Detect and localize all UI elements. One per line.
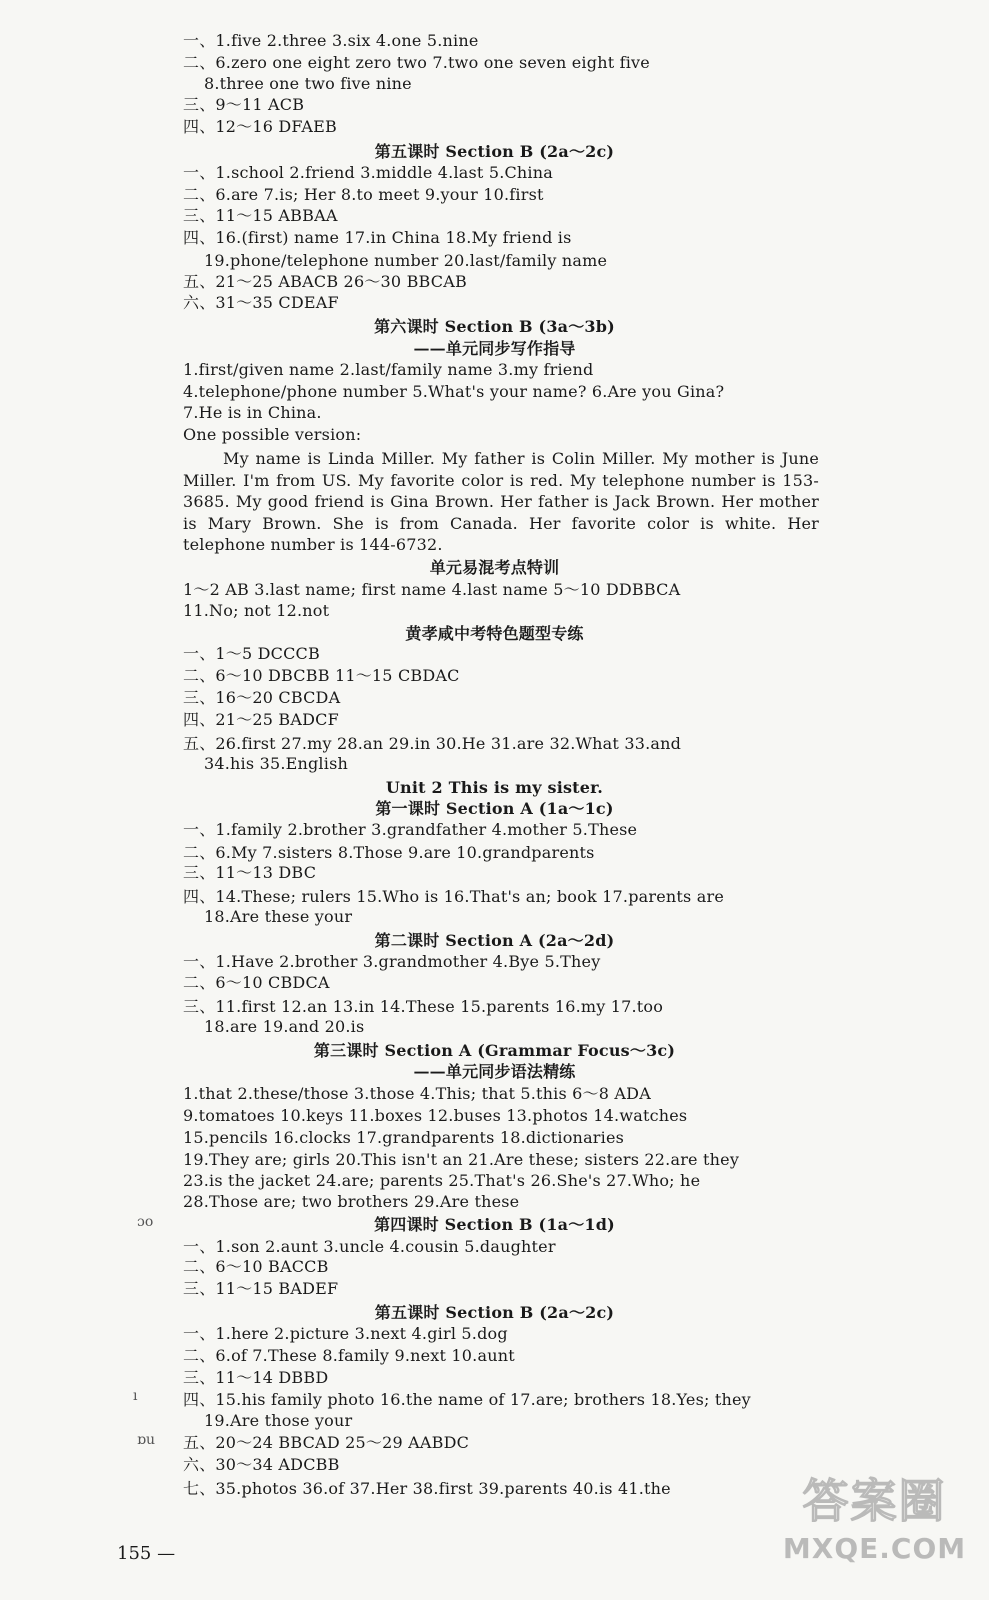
answer-line-continued: 19.Are those your xyxy=(204,1411,353,1430)
answer-line-continued: 18.are 19.and 20.is xyxy=(204,1017,365,1036)
section-heading: 第五课时 Section B (2a～2c) xyxy=(374,142,615,161)
answer-line: 28.Those are; two brothers 29.Are these xyxy=(183,1192,520,1211)
answer-line: 一、1.five 2.three 3.six 4.one 5.nine xyxy=(183,31,479,50)
answer-line: 19.They are; girls 20.This isn't an 21.Are these; sisters 22.are they xyxy=(183,1150,740,1169)
section-heading: 第五课时 Section B (2a～2c) xyxy=(374,1303,615,1322)
watermark-logo: 答案圈 xyxy=(802,1474,947,1528)
answer-line: 三、11.first 12.an 13.in 14.These 15.parents 16.my 17.too xyxy=(183,997,664,1016)
answer-line-continued: 34.his 35.English xyxy=(204,754,348,773)
answer-line: 二、6～10 BACCB xyxy=(183,1257,329,1276)
answer-line: 三、11～15 BADEF xyxy=(183,1279,339,1298)
section-heading: 第二课时 Section A (2a～2d) xyxy=(374,931,615,950)
answer-line: 四、12～16 DFAEB xyxy=(183,117,337,136)
answer-line: 一、1.son 2.aunt 3.uncle 4.cousin 5.daughter xyxy=(183,1237,556,1256)
section-heading: 第一课时 Section A (1a～1c) xyxy=(375,799,614,818)
answer-line: 4.telephone/phone number 5.What's your name? 6.Are you Gina? xyxy=(183,382,725,401)
section-heading: 第六课时 Section B (3a～3b) xyxy=(374,317,615,336)
answer-line: 7.He is in China. xyxy=(183,403,322,422)
answer-line: 五、20～24 BBCAD 25～29 AABDC xyxy=(183,1433,470,1452)
answer-line: 9.tomatoes 10.keys 11.boxes 12.buses 13.photos 14.watches xyxy=(183,1106,688,1125)
answer-line: 六、30～34 ADCBB xyxy=(183,1455,340,1474)
answer-line: 一、1.school 2.friend 3.middle 4.last 5.China xyxy=(183,163,553,182)
answer-line: 二、6～10 CBDCA xyxy=(183,973,330,992)
answer-line: 一、1.here 2.picture 3.next 4.girl 5.dog xyxy=(183,1324,508,1343)
answer-line: 三、11～13 DBC xyxy=(183,863,317,882)
answer-line: 二、6.are 7.is; Her 8.to meet 9.your 10.first xyxy=(183,185,544,204)
answer-line: 四、14.These; rulers 15.Who is 16.That's an; book 17.parents are xyxy=(183,887,724,906)
answer-line: 1.that 2.these/those 3.those 4.This; that 5.this 6～8 ADA xyxy=(183,1084,651,1103)
section-heading: 第三课时 Section A (Grammar Focus～3c) xyxy=(313,1041,676,1060)
margin-mark: ı xyxy=(133,1388,138,1404)
section-heading: Unit 2 This is my sister. xyxy=(385,778,604,797)
answer-line: 二、6～10 DBCBB 11～15 CBDAC xyxy=(183,666,460,685)
section-heading: 单元易混考点特训 xyxy=(429,558,560,577)
section-heading: 第四课时 Section B (1a～1d) xyxy=(374,1215,615,1234)
margin-mark: ɒu xyxy=(137,1432,155,1448)
answer-line: 1～2 AB 3.last name; first name 4.last name 5～10 DDBBCA xyxy=(183,580,681,599)
answer-line: 二、6.My 7.sisters 8.Those 9.are 10.grandparents xyxy=(183,843,595,862)
sample-essay: My name is Linda Miller. My father is Colin Miller. My mother is June Miller. I'm from US. My favorite color is red. My telephone number is 153-3685. My good friend is Gina Brown. Her father is Jack Brown. Her mother is Mary Brown. She is from Canada. Her favorite color is white. Her telephone number is 144-6732. xyxy=(183,449,819,554)
answer-line: 四、21～25 BADCF xyxy=(183,710,339,729)
answer-line-continued: 19.phone/telephone number 20.last/family name xyxy=(204,251,608,270)
answer-line: 15.pencils 16.clocks 17.grandparents 18.dictionaries xyxy=(183,1128,625,1147)
section-heading: ——单元同步语法精练 xyxy=(413,1062,576,1081)
answer-line: 1.first/given name 2.last/family name 3.my friend xyxy=(183,360,594,379)
answer-line: 二、6.of 7.These 8.family 9.next 10.aunt xyxy=(183,1346,515,1365)
answer-line: 七、35.photos 36.of 37.Her 38.first 39.parents 40.is 41.the xyxy=(183,1479,671,1498)
answer-line: 23.is the jacket 24.are; parents 25.That's 26.She's 27.Who; he xyxy=(183,1171,701,1190)
answer-line: One possible version: xyxy=(183,425,362,444)
answer-line: 一、1.family 2.brother 3.grandfather 4.mother 5.These xyxy=(183,820,638,839)
section-heading: ——单元同步写作指导 xyxy=(413,339,576,358)
margin-mark: ɔo xyxy=(137,1214,154,1230)
answer-line: 六、31～35 CDEAF xyxy=(183,293,339,312)
watermark-site: MXQE.COM xyxy=(782,1532,967,1565)
answer-line: 三、11～15 ABBAA xyxy=(183,206,338,225)
answer-line: 三、16～20 CBCDA xyxy=(183,688,341,707)
answer-line: 四、16.(first) name 17.in China 18.My friend is xyxy=(183,228,572,247)
answer-line: 一、1.Have 2.brother 3.grandmother 4.Bye 5.They xyxy=(183,952,601,971)
answer-line-continued: 18.Are these your xyxy=(204,907,353,926)
answer-line: 11.No; not 12.not xyxy=(183,601,330,620)
watermark xyxy=(772,1470,977,1585)
section-heading: 黄孝咸中考特色题型专练 xyxy=(405,624,584,643)
answer-line: 三、11～14 DBBD xyxy=(183,1368,329,1387)
answer-line: 三、9～11 ACB xyxy=(183,95,305,114)
answer-line: 一、1～5 DCCCB xyxy=(183,644,320,663)
answer-line: 二、6.zero one eight zero two 7.two one seven eight five xyxy=(183,53,650,72)
answer-line: 五、26.first 27.my 28.an 29.in 30.He 31.are 32.What 33.and xyxy=(183,734,682,753)
answer-line: 四、15.his family photo 16.the name of 17.are; brothers 18.Yes; they xyxy=(183,1390,751,1409)
answer-line: 五、21～25 ABACB 26～30 BBCAB xyxy=(183,272,467,291)
page-number: 155 — xyxy=(117,1543,176,1564)
answer-line-continued: 8.three one two five nine xyxy=(204,74,412,93)
